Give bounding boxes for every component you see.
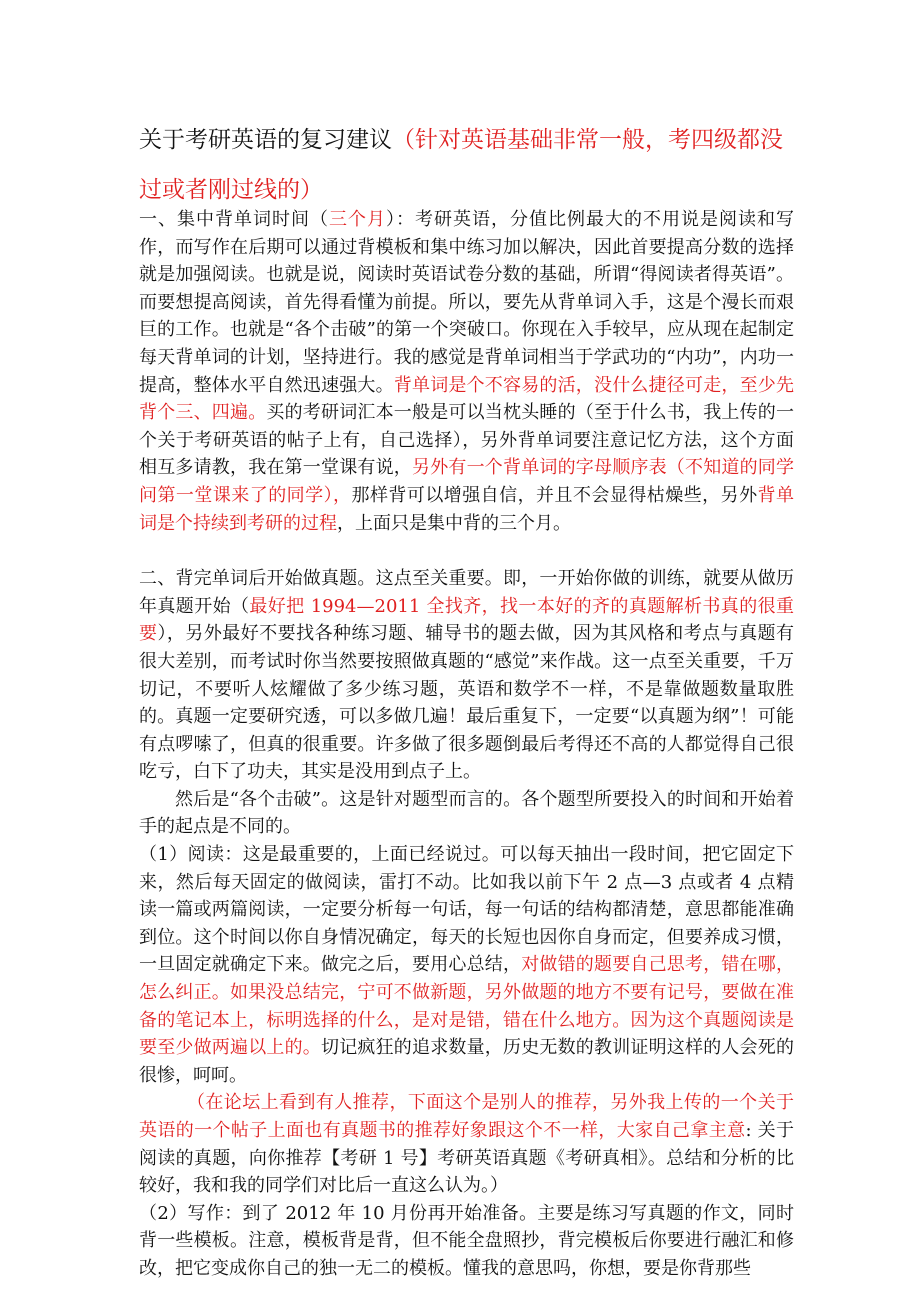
section-reading	[139, 841, 794, 1089]
text-run: 那样背可以增强自信，并且不会显得枯燥些，另外	[351, 484, 758, 506]
title-lead: 关于考研英语的复习建议	[139, 127, 392, 153]
text-run: 一、集中背单词时间（	[139, 209, 329, 230]
text-run: （1）阅读：这是最重要的，上面已经说过。可以每天抽出一段时间，把它固定下来，然后每天固定的做阅读，雷打不动。比如我以前下午 2 点—3 点或者 4 点精读一篇或两篇阅读，一定要分析每一句话，每一句话的结构都清楚，意思都能准确到位。这个时间以你自身情况确定，每天的长短也因你自身而定，但要养成习惯，一旦固定就确定下来。做完之后，要用心总结，	[139, 844, 794, 976]
title-note: （针对英语基础非常一般，考四级都没过或者刚过线的）	[139, 127, 783, 203]
highlight-run: 三个月	[329, 209, 386, 230]
highlight-run: 背单词是个不容易的活，没什么捷径可走，至少先背个三、四遍。	[139, 374, 795, 424]
document-title	[139, 115, 799, 215]
text-run: 买的考研词汇本一般是可以当枕头睡的（至于什么书，我上传的一个关于考研英语的帖子上有，自己选择），另外背单词要注意记忆方法，这个方面相互多请教，我在第一堂课有说，	[139, 402, 795, 479]
text-run: : 关于阅读的真题，向你推荐【考研 1 号】考研英语真题《考研真相》。总结和分析的比较好，我和我的同学们对比后一直这么认为。）	[139, 1120, 794, 1197]
section-writing: （2）写作：到了 2012 年 10 月份再开始准备。主要是练习写真题的作文，同时背一些模板。注意，模板背是背，但不能全盘照抄，背完模板后你要进行融汇和修改，把它变成你自己的独一无二的模板。懂我的意思吗，你想，要是你背那些	[139, 1202, 794, 1279]
highlight-run: （在论坛上看到有人推荐，下面这个是别人的推荐，另外我上传的一个关于英语的一个帖子上面也有真题书的推荐好象跟这个不一样，大家自己拿主意	[139, 1092, 794, 1141]
highlight-run: 最好把 1994—2011 全找齐，找一本好的齐的真题解析书真的很重要	[139, 595, 794, 645]
section-vocabulary	[139, 206, 794, 537]
paragraph-strategy: 然后是“各个击破”。这是针对题型而言的。各个题型所要投入的时间和开始着手的起点是不同的。	[139, 788, 794, 838]
text-run: ），另外最好不要找各种练习题、辅导书的题去做，因为其风格和考点与真题有很大差别，而考试时你当然要按照做真题的“感觉”来作战。这一点至关重要，千万切记，不要听人炫耀做了多少练习题，英语和数学不一样，不是靠做题数量取胜的。真题一定要研究透，可以多做几遍！最后重复下，一定要“以真题为纲”！可能有点啰嗦了，但真的很重要。许多做了很多题倒最后考得还不高的人都觉得自己很吃亏，白下了功夫，其实是没用到点子上。	[139, 623, 795, 783]
highlight-run: 背单词是个持续到考研的过程	[139, 484, 795, 534]
document-body	[139, 206, 794, 1283]
paragraph-recommendation	[139, 1089, 794, 1199]
section-past-papers	[139, 565, 794, 786]
highlight-run: 对做错的题要自己思考，错在哪，怎么纠正。如果没总结完，宁可不做新题，另外做题的地方不要有记号，要做在准备的笔记本上，标明选择的什么，是对是错，错在什么地方。因为这个真题阅读是要至少做两遍以上的。	[139, 954, 795, 1059]
paragraph-spacer	[139, 537, 794, 565]
text-run: 二、背完单词后开始做真题。这点至关重要。即，一开始你做的训练，就要从做历年真题开始（	[139, 568, 794, 617]
text-run: 切记疯狂的追求数量，历史无数的教训证明这样的人会死的很惨，呵呵。	[139, 1037, 794, 1086]
highlight-run: 另外有一个背单词的字母顺序表（不知道的同学问第一堂课来了的同学），	[139, 457, 794, 506]
text-run: ，上面只是集中背的三个月。	[337, 512, 571, 534]
text-run: ）：考研英语，分值比例最大的不用说是阅读和写作，而写作在后期可以通过背模板和集中练习加以解决，因此首要提高分数的选择就是加强阅读。也就是说，阅读时英语试卷分数的基础，所谓“得阅读者得英语”。而要想提高阅读，首先得看懂为前提。所以，要先从背单词入手，这是个漫长而艰巨的工作。也就是“各个击破”的第一个突破口。你现在入手较早，应从现在起制定每天背单词的计划，坚持进行。我的感觉是背单词相当于学武功的“内功”，内功一提高，整体水平自然迅速强大。	[139, 209, 794, 396]
